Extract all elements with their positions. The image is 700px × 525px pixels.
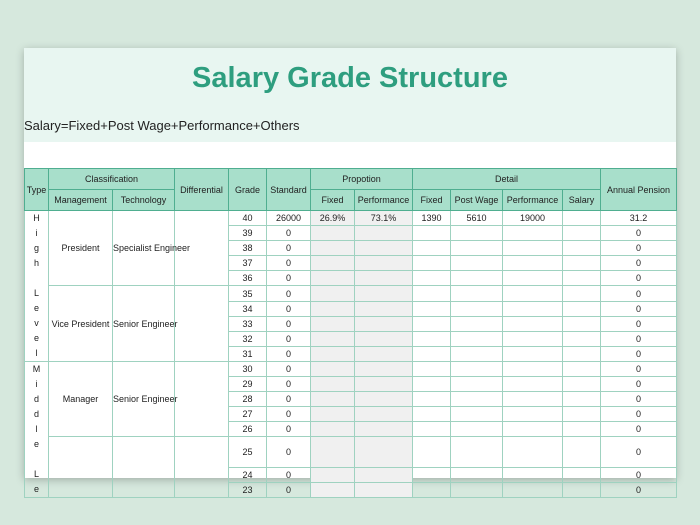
technology-cell[interactable]: Senior Engineer bbox=[113, 362, 175, 437]
salary-cell[interactable] bbox=[563, 437, 601, 468]
post-wage-cell[interactable] bbox=[451, 422, 503, 437]
grade-cell[interactable]: 23 bbox=[229, 483, 267, 498]
grade-cell[interactable]: 34 bbox=[229, 302, 267, 317]
prop-fixed-cell[interactable] bbox=[311, 392, 355, 407]
det-perf-cell[interactable] bbox=[503, 392, 563, 407]
management-cell[interactable]: Vice President bbox=[49, 286, 113, 362]
prop-perf-cell[interactable] bbox=[355, 332, 413, 347]
prop-fixed-cell[interactable] bbox=[311, 302, 355, 317]
post-wage-cell[interactable] bbox=[451, 256, 503, 271]
prop-fixed-cell[interactable] bbox=[311, 241, 355, 256]
prop-perf-cell[interactable] bbox=[355, 407, 413, 422]
post-wage-cell[interactable] bbox=[451, 468, 503, 483]
salary-cell[interactable] bbox=[563, 302, 601, 317]
standard-cell[interactable]: 0 bbox=[267, 468, 311, 483]
det-fixed-cell[interactable] bbox=[413, 226, 451, 241]
grade-cell[interactable]: 28 bbox=[229, 392, 267, 407]
post-wage-cell[interactable] bbox=[451, 241, 503, 256]
differential-cell[interactable] bbox=[175, 437, 229, 498]
det-perf-cell[interactable] bbox=[503, 347, 563, 362]
prop-perf-cell[interactable] bbox=[355, 241, 413, 256]
pension-cell[interactable]: 0 bbox=[601, 347, 677, 362]
standard-cell[interactable]: 0 bbox=[267, 302, 311, 317]
prop-perf-cell[interactable] bbox=[355, 317, 413, 332]
prop-fixed-cell[interactable] bbox=[311, 347, 355, 362]
post-wage-cell[interactable] bbox=[451, 317, 503, 332]
type-middle-level[interactable]: M i d d l e L e bbox=[25, 362, 49, 498]
post-wage-cell[interactable] bbox=[451, 483, 503, 498]
header-detail: Detail bbox=[413, 169, 601, 190]
det-fixed-cell[interactable] bbox=[413, 256, 451, 271]
det-perf-cell[interactable] bbox=[503, 362, 563, 377]
header-detail-performance: Performance bbox=[503, 190, 563, 211]
technology-cell[interactable]: Specialist Engineer bbox=[113, 211, 175, 286]
pension-cell[interactable]: 0 bbox=[601, 468, 677, 483]
pension-cell[interactable]: 0 bbox=[601, 286, 677, 302]
pension-cell[interactable]: 0 bbox=[601, 362, 677, 377]
grade-cell[interactable]: 25 bbox=[229, 437, 267, 468]
prop-perf-cell[interactable]: 73.1% bbox=[355, 211, 413, 226]
header-standard: Standard bbox=[267, 169, 311, 211]
prop-fixed-cell[interactable] bbox=[311, 362, 355, 377]
det-perf-cell[interactable] bbox=[503, 483, 563, 498]
post-wage-cell[interactable] bbox=[451, 407, 503, 422]
prop-perf-cell[interactable] bbox=[355, 392, 413, 407]
det-fixed-cell[interactable] bbox=[413, 286, 451, 302]
det-perf-cell[interactable] bbox=[503, 271, 563, 286]
prop-fixed-cell[interactable] bbox=[311, 483, 355, 498]
det-fixed-cell[interactable]: 1390 bbox=[413, 211, 451, 226]
salary-cell[interactable] bbox=[563, 392, 601, 407]
pension-cell[interactable]: 0 bbox=[601, 422, 677, 437]
prop-fixed-cell[interactable] bbox=[311, 468, 355, 483]
spreadsheet-sheet bbox=[24, 48, 676, 495]
pension-cell[interactable]: 0 bbox=[601, 302, 677, 317]
pension-cell[interactable]: 31.2 bbox=[601, 211, 677, 226]
table-body bbox=[25, 211, 677, 498]
prop-perf-cell[interactable] bbox=[355, 286, 413, 302]
det-fixed-cell[interactable] bbox=[413, 422, 451, 437]
prop-perf-cell[interactable] bbox=[355, 347, 413, 362]
standard-cell[interactable]: 0 bbox=[267, 317, 311, 332]
header-classification: Classification bbox=[49, 169, 175, 190]
post-wage-cell[interactable] bbox=[451, 286, 503, 302]
post-wage-cell[interactable] bbox=[451, 437, 503, 468]
salary-cell[interactable] bbox=[563, 241, 601, 256]
standard-cell[interactable]: 0 bbox=[267, 437, 311, 468]
grade-cell[interactable]: 30 bbox=[229, 362, 267, 377]
grade-cell[interactable]: 36 bbox=[229, 271, 267, 286]
standard-cell[interactable]: 0 bbox=[267, 226, 311, 241]
post-wage-cell[interactable] bbox=[451, 362, 503, 377]
salary-cell[interactable] bbox=[563, 256, 601, 271]
differential-cell[interactable] bbox=[175, 362, 229, 437]
grade-cell[interactable]: 40 bbox=[229, 211, 267, 226]
pension-cell[interactable]: 0 bbox=[601, 392, 677, 407]
prop-perf-cell[interactable] bbox=[355, 226, 413, 241]
pension-cell[interactable]: 0 bbox=[601, 332, 677, 347]
technology-cell[interactable] bbox=[113, 437, 175, 498]
pension-cell[interactable]: 0 bbox=[601, 437, 677, 468]
prop-fixed-cell[interactable] bbox=[311, 271, 355, 286]
salary-formula: Salary=Fixed+Post Wage+Performance+Others bbox=[24, 118, 300, 133]
standard-cell[interactable]: 0 bbox=[267, 256, 311, 271]
salary-cell[interactable] bbox=[563, 468, 601, 483]
prop-fixed-cell[interactable]: 26.9% bbox=[311, 211, 355, 226]
det-perf-cell[interactable] bbox=[503, 286, 563, 302]
pension-cell[interactable]: 0 bbox=[601, 483, 677, 498]
standard-cell[interactable]: 0 bbox=[267, 483, 311, 498]
prop-perf-cell[interactable] bbox=[355, 483, 413, 498]
header-annual-pension: Annual Pension bbox=[601, 169, 677, 211]
table-row bbox=[25, 211, 677, 226]
det-perf-cell[interactable] bbox=[503, 377, 563, 392]
table-row bbox=[25, 286, 677, 302]
header-management: Management bbox=[49, 190, 113, 211]
pension-cell[interactable]: 0 bbox=[601, 256, 677, 271]
prop-fixed-cell[interactable] bbox=[311, 317, 355, 332]
det-fixed-cell[interactable] bbox=[413, 483, 451, 498]
standard-cell[interactable]: 0 bbox=[267, 332, 311, 347]
det-fixed-cell[interactable] bbox=[413, 377, 451, 392]
salary-cell[interactable] bbox=[563, 271, 601, 286]
det-fixed-cell[interactable] bbox=[413, 347, 451, 362]
page-title: Salary Grade Structure bbox=[192, 62, 508, 94]
prop-fixed-cell[interactable] bbox=[311, 437, 355, 468]
standard-cell[interactable]: 0 bbox=[267, 392, 311, 407]
pension-cell[interactable]: 0 bbox=[601, 271, 677, 286]
standard-cell[interactable]: 0 bbox=[267, 422, 311, 437]
det-perf-cell[interactable] bbox=[503, 317, 563, 332]
grade-cell[interactable]: 31 bbox=[229, 347, 267, 362]
prop-perf-cell[interactable] bbox=[355, 468, 413, 483]
det-fixed-cell[interactable] bbox=[413, 468, 451, 483]
det-fixed-cell[interactable] bbox=[413, 302, 451, 317]
prop-fixed-cell[interactable] bbox=[311, 422, 355, 437]
det-perf-cell[interactable] bbox=[503, 226, 563, 241]
standard-cell[interactable]: 0 bbox=[267, 347, 311, 362]
prop-fixed-cell[interactable] bbox=[311, 226, 355, 241]
header-prop-fixed: Fixed bbox=[311, 190, 355, 211]
table-row bbox=[25, 362, 677, 377]
management-cell[interactable]: President bbox=[49, 211, 113, 286]
salary-cell[interactable] bbox=[563, 422, 601, 437]
post-wage-cell[interactable] bbox=[451, 377, 503, 392]
prop-perf-cell[interactable] bbox=[355, 271, 413, 286]
prop-fixed-cell[interactable] bbox=[311, 332, 355, 347]
salary-cell[interactable] bbox=[563, 407, 601, 422]
prop-perf-cell[interactable] bbox=[355, 437, 413, 468]
header-detail-fixed: Fixed bbox=[413, 190, 451, 211]
det-perf-cell[interactable] bbox=[503, 302, 563, 317]
differential-cell[interactable] bbox=[175, 286, 229, 362]
det-perf-cell[interactable] bbox=[503, 332, 563, 347]
det-perf-cell[interactable] bbox=[503, 256, 563, 271]
post-wage-cell[interactable] bbox=[451, 302, 503, 317]
prop-perf-cell[interactable] bbox=[355, 302, 413, 317]
post-wage-cell[interactable] bbox=[451, 271, 503, 286]
det-perf-cell[interactable] bbox=[503, 422, 563, 437]
grade-cell[interactable]: 38 bbox=[229, 241, 267, 256]
grade-cell[interactable]: 26 bbox=[229, 422, 267, 437]
technology-cell[interactable]: Senior Engineer bbox=[113, 286, 175, 362]
pension-cell[interactable]: 0 bbox=[601, 377, 677, 392]
det-perf-cell[interactable]: 19000 bbox=[503, 211, 563, 226]
grade-cell[interactable]: 29 bbox=[229, 377, 267, 392]
salary-grade-table bbox=[24, 168, 677, 498]
prop-perf-cell[interactable] bbox=[355, 362, 413, 377]
post-wage-cell[interactable]: 5610 bbox=[451, 211, 503, 226]
det-fixed-cell[interactable] bbox=[413, 362, 451, 377]
salary-cell[interactable] bbox=[563, 226, 601, 241]
salary-cell[interactable] bbox=[563, 332, 601, 347]
prop-fixed-cell[interactable] bbox=[311, 286, 355, 302]
post-wage-cell[interactable] bbox=[451, 226, 503, 241]
grade-cell[interactable]: 37 bbox=[229, 256, 267, 271]
grade-cell[interactable]: 32 bbox=[229, 332, 267, 347]
grade-cell[interactable]: 27 bbox=[229, 407, 267, 422]
prop-fixed-cell[interactable] bbox=[311, 377, 355, 392]
det-fixed-cell[interactable] bbox=[413, 332, 451, 347]
det-fixed-cell[interactable] bbox=[413, 392, 451, 407]
det-perf-cell[interactable] bbox=[503, 241, 563, 256]
header-type: Type bbox=[25, 169, 49, 211]
header-post-wage: Post Wage bbox=[451, 190, 503, 211]
salary-cell[interactable] bbox=[563, 483, 601, 498]
salary-cell[interactable] bbox=[563, 317, 601, 332]
management-cell[interactable] bbox=[49, 437, 113, 498]
grade-cell[interactable]: 39 bbox=[229, 226, 267, 241]
pension-cell[interactable]: 0 bbox=[601, 317, 677, 332]
det-perf-cell[interactable] bbox=[503, 437, 563, 468]
det-perf-cell[interactable] bbox=[503, 468, 563, 483]
det-fixed-cell[interactable] bbox=[413, 317, 451, 332]
post-wage-cell[interactable] bbox=[451, 347, 503, 362]
salary-cell[interactable] bbox=[563, 211, 601, 226]
det-fixed-cell[interactable] bbox=[413, 241, 451, 256]
header-differential: Differential bbox=[175, 169, 229, 211]
header-technology: Technology bbox=[113, 190, 175, 211]
standard-cell[interactable]: 0 bbox=[267, 286, 311, 302]
pension-cell[interactable]: 0 bbox=[601, 226, 677, 241]
prop-fixed-cell[interactable] bbox=[311, 407, 355, 422]
standard-cell[interactable]: 0 bbox=[267, 377, 311, 392]
prop-perf-cell[interactable] bbox=[355, 377, 413, 392]
post-wage-cell[interactable] bbox=[451, 332, 503, 347]
salary-cell[interactable] bbox=[563, 362, 601, 377]
header-propotion: Propotion bbox=[311, 169, 413, 190]
header-prop-performance: Performance bbox=[355, 190, 413, 211]
standard-cell[interactable]: 0 bbox=[267, 407, 311, 422]
prop-perf-cell[interactable] bbox=[355, 422, 413, 437]
det-perf-cell[interactable] bbox=[503, 407, 563, 422]
salary-cell[interactable] bbox=[563, 377, 601, 392]
grade-cell[interactable]: 33 bbox=[229, 317, 267, 332]
det-fixed-cell[interactable] bbox=[413, 407, 451, 422]
pension-cell[interactable]: 0 bbox=[601, 241, 677, 256]
salary-cell[interactable] bbox=[563, 347, 601, 362]
salary-cell[interactable] bbox=[563, 286, 601, 302]
standard-cell[interactable]: 0 bbox=[267, 362, 311, 377]
header-salary: Salary bbox=[563, 190, 601, 211]
type-high-level[interactable]: H i g h L e v e l bbox=[25, 211, 49, 362]
standard-cell[interactable]: 0 bbox=[267, 271, 311, 286]
header-grade: Grade bbox=[229, 169, 267, 211]
standard-cell[interactable]: 0 bbox=[267, 241, 311, 256]
det-fixed-cell[interactable] bbox=[413, 437, 451, 468]
standard-cell[interactable]: 26000 bbox=[267, 211, 311, 226]
det-fixed-cell[interactable] bbox=[413, 271, 451, 286]
grade-cell[interactable]: 24 bbox=[229, 468, 267, 483]
prop-fixed-cell[interactable] bbox=[311, 256, 355, 271]
pension-cell[interactable]: 0 bbox=[601, 407, 677, 422]
table-row bbox=[25, 437, 677, 468]
post-wage-cell[interactable] bbox=[451, 392, 503, 407]
management-cell[interactable]: Manager bbox=[49, 362, 113, 437]
grade-cell[interactable]: 35 bbox=[229, 286, 267, 302]
prop-perf-cell[interactable] bbox=[355, 256, 413, 271]
